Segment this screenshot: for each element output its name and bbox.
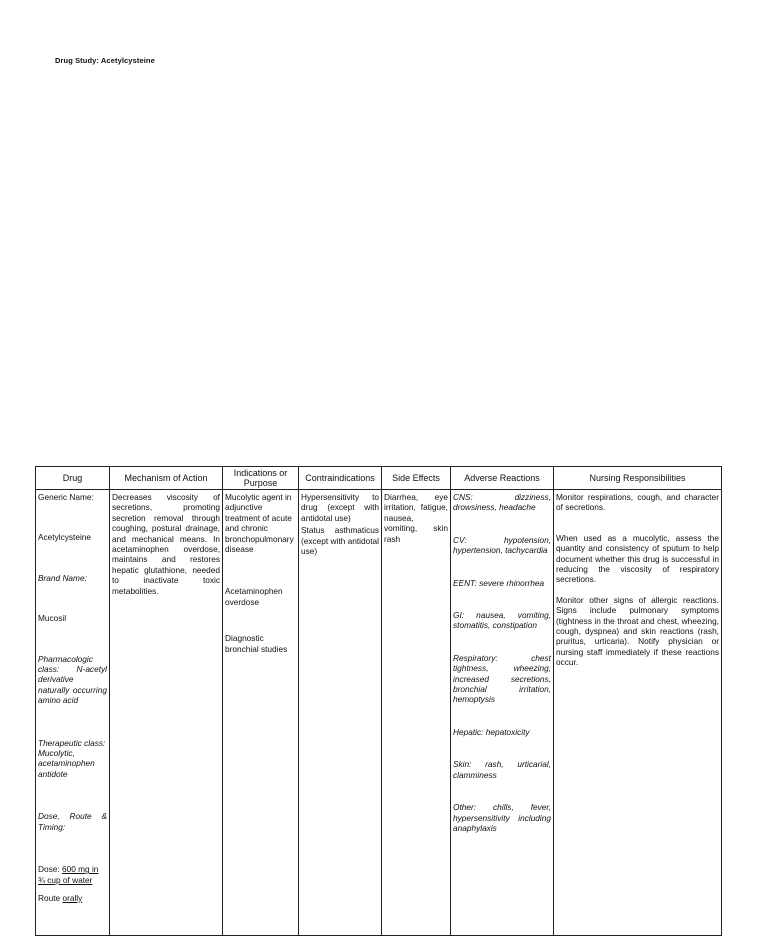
page-title: Drug Study: Acetylcysteine [55, 56, 155, 65]
therapeutic-class: Therapeutic class: Mucolytic, acetaminophen antidote [38, 737, 106, 779]
indications-cell [223, 490, 299, 936]
dose-label: Dose: [38, 864, 62, 875]
header-mechanism: Mechanism of Action [110, 467, 223, 490]
side-effects-cell [382, 490, 451, 936]
drug-study-table [35, 466, 722, 936]
generic-name: Acetylcysteine [38, 532, 92, 543]
indication-item: Acetaminophen overdose [225, 586, 283, 607]
nursing-item: Monitor respirations, cough, and character of secretions. [556, 492, 719, 513]
brand-name: Mucosil [38, 613, 67, 624]
contraindication-item: Hypersensitivity to drug (except with antidotal use) [301, 492, 379, 523]
indication-item: Diagnostic bronchial studies [225, 633, 288, 654]
side-effects-text: Diarrhea, eye irritation, fatigue, nausea, vomiting, skin rash [384, 492, 448, 544]
header-adverse-reactions: Adverse Reactions [451, 467, 554, 490]
header-drug: Drug [36, 467, 110, 490]
table-row [36, 490, 722, 936]
adverse-item: GI: nausea, vomiting, stomatitis, constipation [453, 610, 551, 631]
dose-value: 600 mg in ¾ cup of water [38, 864, 99, 885]
contraindication-item: Status asthmaticus (except with antidotal use) [301, 525, 379, 557]
route-line [38, 893, 107, 903]
drug-cell [36, 490, 110, 936]
header-contraindications: Contraindications [299, 467, 382, 490]
route-label: Route [38, 892, 63, 903]
generic-label: Generic Name: [38, 492, 94, 502]
pharmacologic-class: Pharmacologic class: N-acetyl derivative naturally occurring amino acid [38, 653, 107, 706]
mechanism-text: Decreases viscosity of secretions, promoting secretion removal through coughing, postural drainage, and mechanical means. In acetaminophen overdose, maintains and restores hepatic glutathione, needed to inactivate toxic metabolities. [112, 492, 220, 596]
mechanism-cell [110, 490, 223, 936]
route-value: orally [62, 892, 83, 903]
header-row [36, 467, 722, 490]
adverse-item: Other: chills, fever, hypersensitivity including anaphylaxis [453, 802, 551, 833]
header-indications: Indications or Purpose [223, 467, 299, 490]
dose-route-timing: Dose, Route & Timing: [38, 811, 107, 832]
adverse-item: EENT: severe rhinorrhea [453, 577, 545, 588]
brand-label: Brand Name: [38, 572, 87, 583]
nursing-item: Monitor other signs of allergic reactions. Signs include pulmonary symptoms (tightness in the throat and chest, wheezing, cough, dyspnea) and skin reactions (rash, pruritus, urticaria). Notify physician or nursing staff immediately if these reactions occur. [556, 594, 719, 668]
adverse-item: CNS: dizziness, drowsiness, headache [453, 492, 551, 513]
header-nursing: Nursing Responsibilities [554, 467, 722, 490]
header-side-effects: Side Effects [382, 467, 451, 490]
adverse-item: Skin: rash, urticarial, clamminess [453, 759, 551, 780]
adverse-reactions-cell [451, 490, 554, 936]
indication-item: Mucolytic agent in adjunctive treatment of acute and chronic bronchopulmonary disease [225, 492, 294, 555]
adverse-item: CV: hypotension, hypertension, tachycardia [453, 534, 551, 556]
adverse-item: Respiratory: chest tightness, wheezing, increased secretions, bronchial irritation, hemoptysis [453, 652, 551, 705]
adverse-item: Hepatic: hepatoxicity [453, 726, 530, 737]
contraindications-cell [299, 490, 382, 936]
nursing-cell [554, 490, 722, 936]
dose-line [38, 864, 107, 885]
nursing-item: When used as a mucolytic, assess the quantity and consistency of sputum to help document whether this drug is successful in reducing the viscosity of respiratory secretions. [556, 532, 719, 585]
